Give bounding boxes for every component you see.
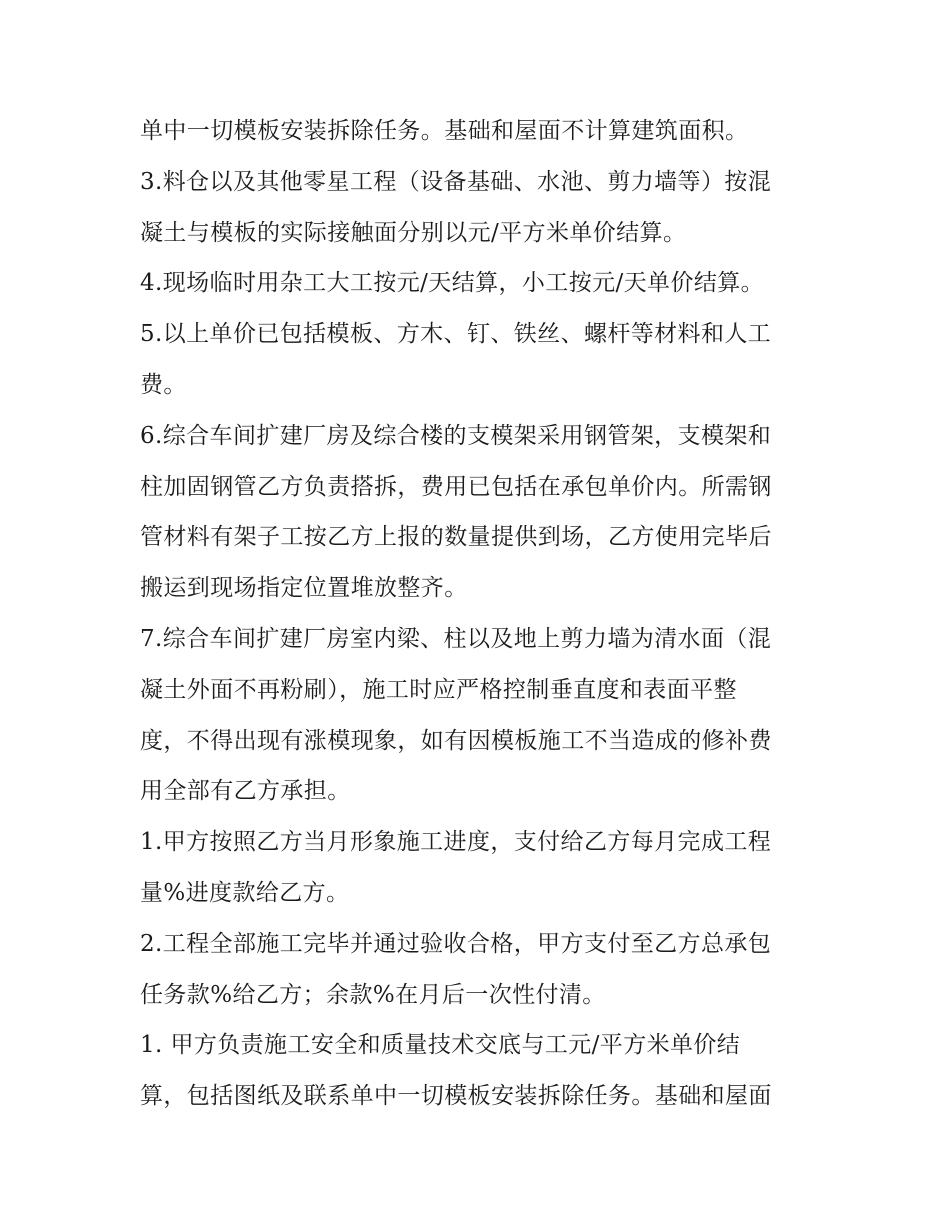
text-line: 费。: [140, 371, 187, 398]
document-page: [140, 106, 820, 1122]
text-line: 单中一切模板安装拆除任务。基础和屋面不计算建筑面积。: [140, 118, 749, 144]
text-line: 2.工程全部施工完毕并通过验收合格，甲方支付至乙方总承包: [140, 930, 772, 957]
text-line: 5.以上单价已包括模板、方木、钉、铁丝、螺杆等材料和人工: [140, 321, 772, 348]
text-line: 用全部有乙方承担。: [140, 778, 351, 805]
text-line: 6.综合车间扩建厂房及综合楼的支模架采用钢管架，支模架和: [140, 422, 772, 449]
text-line: 度，不得出现有涨模现象，如有因模板施工不当造成的修补费: [140, 727, 772, 754]
text-line: 量%进度款给乙方。: [140, 879, 350, 906]
text-line: 4.现场临时用杂工大工按元/天结算，小工按元/天单价结算。: [140, 270, 765, 297]
text-line: 柱加固钢管乙方负责搭拆，费用已包括在承包单价内。所需钢: [140, 473, 772, 500]
text-line: 凝土外面不再粉刷），施工时应严格控制垂直度和表面平整: [140, 676, 737, 703]
text-line: 1. 甲方负责施工安全和质量技术交底与工元/平方米单价结: [140, 1032, 741, 1059]
text-line: 7.综合车间扩建厂房室内梁、柱以及地上剪力墙为清水面（混: [140, 625, 772, 652]
text-line: 管材料有架子工按乙方上报的数量提供到场，乙方使用完毕后: [140, 524, 772, 551]
text-line: 搬运到现场指定位置堆放整齐。: [140, 575, 468, 602]
text-line: 1.甲方按照乙方当月形象施工进度，支付给乙方每月完成工程: [140, 829, 772, 856]
text-line: 凝土与模板的实际接触面分别以元/平方米单价结算。: [140, 219, 687, 246]
text-line: 任务款%给乙方；余款%在月后一次性付清。: [140, 981, 606, 1008]
text-line: 算，包括图纸及联系单中一切模板安装拆除任务。基础和屋面: [140, 1083, 772, 1110]
text-line: 3.料仓以及其他零星工程（设备基础、水池、剪力墙等）按混: [140, 168, 772, 195]
